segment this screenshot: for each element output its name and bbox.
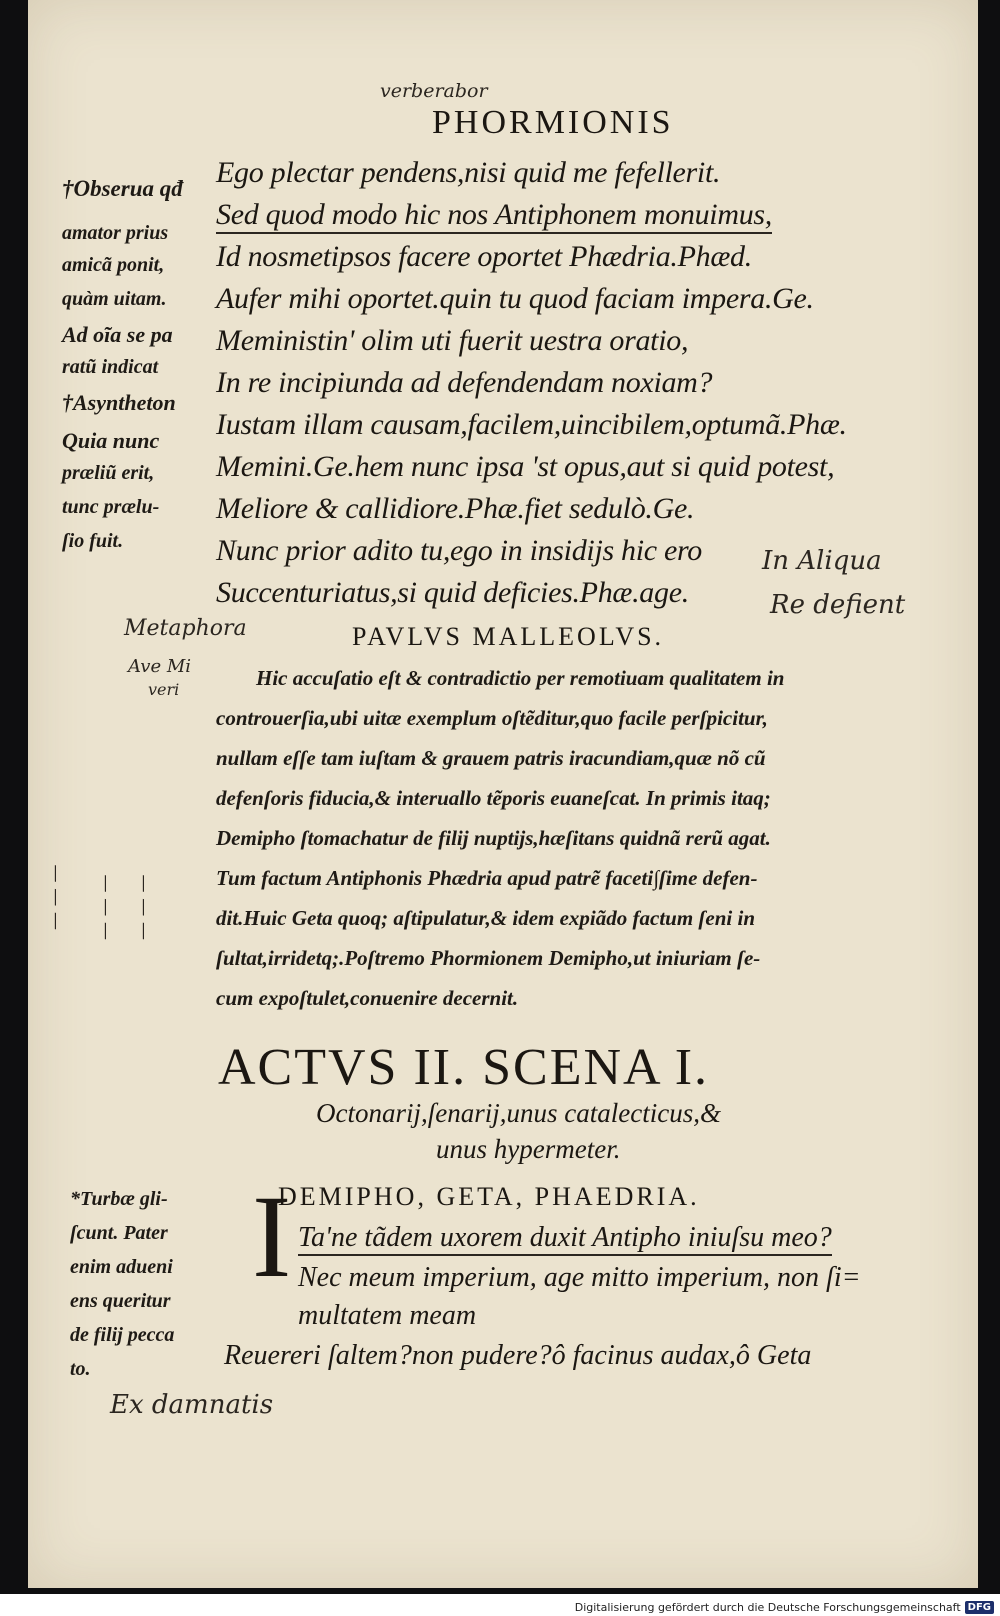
commentary-line: Tum factum Antiphonis Phædria apud patrẽ faceti∫ſime defen- xyxy=(216,866,758,890)
book-page xyxy=(28,0,978,1588)
margin-gloss: †Asyntheton xyxy=(62,390,176,415)
bottom-annotation: Ex damnatis xyxy=(110,1390,274,1420)
dfg-logo: DFG xyxy=(965,1601,994,1614)
main-line: Meministin' olim uti fuerit uestra oratio, xyxy=(216,324,689,357)
scene-gloss: ſcunt. Pater xyxy=(70,1222,168,1244)
scene-gloss: de filij pecca xyxy=(70,1324,175,1346)
scene-line: Nec meum imperium, age mitto imperium, non ſi= xyxy=(298,1262,861,1293)
meter-line: Octonarij,ſenarij,unus catalecticus,& xyxy=(316,1098,721,1128)
margin-gloss: amicã ponit, xyxy=(62,254,165,276)
meter-line: unus hypermeter. xyxy=(436,1134,621,1164)
main-line: Id nosmetipsos facere oportet Phædria.Phæd. xyxy=(216,240,752,273)
main-line: Succenturiatus,si quid deficies.Phæ.age. xyxy=(216,576,689,609)
commentary-heading: PAVLVS MALLEOLVS. xyxy=(352,622,665,651)
main-line: Sed quod modo hic nos Antiphonem monuimus, xyxy=(216,198,772,234)
commentary-line: nullam eſſe tam iuſtam & grauem patris iracundiam,quæ nõ cũ xyxy=(216,746,766,770)
footer xyxy=(575,1601,994,1614)
commentary-line: dit.Huic Geta quoq; aſtipulatur,& idem expiãdo factum ſeni in xyxy=(216,906,756,930)
interlinear-note: verberabor xyxy=(380,80,488,102)
margin-gloss: †Obserua qđ xyxy=(62,176,183,201)
main-line: In re incipiunda ad defendendam noxiam? xyxy=(216,366,713,399)
commentary-line: cum expoſtulet,conuenire decernit. xyxy=(216,986,519,1010)
main-line: Ego plectar pendens,nisi quid me fefellerit. xyxy=(216,156,721,189)
left-margin-handwriting: Ave Mi xyxy=(128,656,191,677)
drop-initial: I xyxy=(252,1171,292,1302)
margin-gloss: ratũ indicat xyxy=(62,356,159,378)
main-line: Iustam illam causam,facilem,uincibilem,optumã.Phæ. xyxy=(216,408,847,441)
main-line: Meliore & callidiore.Phæ.fiet sedulò.Ge. xyxy=(216,492,695,525)
scene-line: multatem meam xyxy=(298,1300,477,1331)
margin-gloss: quàm uitam. xyxy=(62,288,167,310)
main-line: Memini.Ge.hem nunc ipsa 'st opus,aut si quid potest, xyxy=(216,450,835,483)
margin-gloss: tunc prælu- xyxy=(62,496,160,518)
commentary-line: Demipho ſtomachatur de filij nuptijs,hæſitans quidnã rerũ agat. xyxy=(216,826,771,850)
act-title: ACTVS II. SCENA I. xyxy=(218,1039,710,1096)
right-annotation: Re defient xyxy=(770,590,906,620)
scene-gloss: *Turbæ gli- xyxy=(70,1188,168,1210)
margin-gloss: Quia nunc xyxy=(62,428,160,453)
margin-gloss: ſio fuit. xyxy=(62,530,124,552)
margin-gloss: Ad oĩa se pa xyxy=(62,322,173,347)
scene-gloss: to. xyxy=(70,1358,91,1380)
right-annotation: In Aliqua xyxy=(762,546,882,576)
dramatis-personae: DEMIPHO, GETA, PHAEDRIA. xyxy=(278,1182,700,1211)
main-line: Aufer mihi oportet.quin tu quod faciam impera.Ge. xyxy=(216,282,814,315)
margin-gloss: præliũ erit, xyxy=(62,462,155,484)
scene-line: Ta'ne tãdem uxorem duxit Antipho iniuſsu meo? xyxy=(298,1222,832,1256)
left-vertical-scribble: — — — xyxy=(94,874,115,940)
footer-text: Digitalisierung gefördert durch die Deutsche Forschungsgemeinschaft xyxy=(574,1601,961,1614)
margin-gloss: amator prius xyxy=(62,222,169,244)
scene-gloss: ens queritur xyxy=(70,1290,171,1312)
commentary-line: ſultat,irridetq;.Poſtremo Phormionem Demipho,ut iniuriam ſe- xyxy=(216,946,761,970)
left-vertical-scribble: — — — xyxy=(44,864,65,930)
commentary-line: Hic accuſatio eſt & contradictio per remotiuam qualitatem in xyxy=(256,666,785,690)
main-line: Nunc prior adito tu,ego in insidijs hic ero xyxy=(216,534,702,567)
left-margin-handwriting: Metaphora xyxy=(124,616,247,641)
running-head: PHORMIONIS xyxy=(432,104,674,141)
left-vertical-scribble: — — — xyxy=(132,874,153,940)
commentary-line: controuerſia,ubi uitæ exemplum oſtẽditur,quo facile perſpicitur, xyxy=(216,706,768,730)
scene-line: Reuereri ſaltem?non pudere?ô facinus audax,ô Geta xyxy=(224,1340,812,1371)
left-margin-handwriting: veri xyxy=(148,680,180,699)
commentary-line: defenſoris fiducia,& interuallo tẽporis euaneſcat. In primis itaq; xyxy=(216,786,771,810)
scene-gloss: enim adueni xyxy=(70,1256,173,1278)
